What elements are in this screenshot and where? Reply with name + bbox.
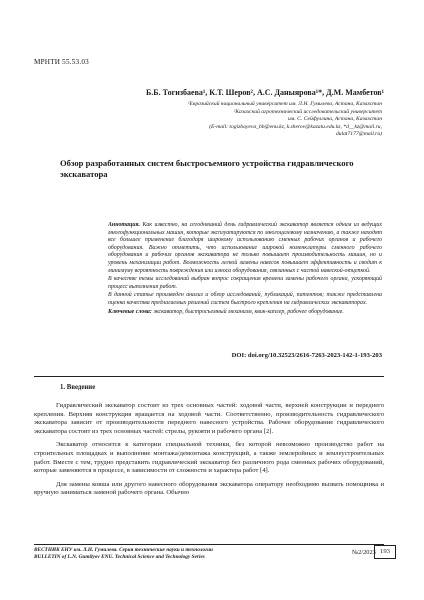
doi-link[interactable]: DOI: doi.org/10.32523/2616-7263-2023-142-1-193-203 (231, 352, 382, 359)
abstract-paragraph: В данной статье произведен анализ и обзор исследований, публикаций, патентов; также представлена оценка качества предлагаемых решений систем быстрого крепления на гидравлических экскаваторах. (108, 292, 382, 306)
affiliation-line: им. С. Сейфуллина, Астана, Казахстан (288, 116, 382, 123)
affiliations (96, 101, 382, 139)
section-heading: 1. Введение (60, 384, 96, 391)
affiliation-line: ¹Евразийский национальный университет им. Л.Н. Гумилева, Астана, Казахстан (187, 101, 382, 107)
affiliation-emails: (E-mail: togizbayeva_bb@enu.kz, k.sherov@kazatu.edu.kz, *d__kz@mail.ru, (209, 123, 382, 130)
divider (34, 376, 384, 377)
body-paragraph: Гидравлический экскаватор состоит из трех основных частей: ходовой части, верхней конструкции и переднего крепления. Верхняя конструкция вращается на ходовой части. Соответственно, производительность гидравлического экскаватора зависит от производительности переднего навесного устройства. Рабочее оборудование гидравлического экскаватора состоит из трех основных частей: стрелы, рукояти и рабочего органа [2]. (34, 402, 384, 435)
body-paragraph: Экскаватор относится к категории специальной техники, без которой невозможно производство работ на строительных площадках и выполнение монтажа/демонтажа конструкций, а также землеройных и землеустроительных работ. Вместе с тем, трудно представить гидравлический экскаватор без различного рода сменных рабочих оборудований, которые заменяются в процессе, в зависимости от сложности и характера работ [4]. (34, 441, 384, 475)
body-text (34, 402, 384, 503)
journal-name-ru: ВЕСТНИК ЕНУ им. Л.Н. Гумилева. Серия технические науки и технологии (34, 547, 213, 553)
author-list: Б.Б. Тогизбаева¹, К.Т. Шеров², А.С. Даныярова¹*, Д.М. Мамбетов¹ (146, 88, 384, 97)
footer-divider (34, 544, 384, 545)
issue-number: №2/2023 (352, 549, 376, 556)
journal-name-en: BULLETIN of L.N. Gumilyov ENU. Technical Science and Technology Series (34, 554, 205, 560)
journal-footer (34, 547, 334, 561)
body-paragraph: Для замены ковша или другого навесного оборудования экскаватора оператору необходимо вызвать помощника и вручную заниматься заменой рабочего органа. Обычно (34, 480, 384, 497)
keywords-label: Ключевые слова: (108, 308, 152, 315)
keywords (108, 309, 382, 317)
abstract-label: Аннотация. (108, 222, 141, 228)
mrnti-code: МРНТИ 55.53.03 (34, 58, 89, 66)
affiliation-emails: dulat7177@mail.ru) (335, 131, 382, 138)
abstract (108, 222, 382, 317)
abstract-paragraph: Аннотация. Как известно, на сегодняшний день гидравлический экскаватор является одним из ведущих многофункциональных машин, которые эксплуатируются по многоцелевому назначению, а также находят все большее применение благодаря широкому использованию сменных рабочих органов и рабочего оборудования. Важно отметить, что использование широкой номенклатуры сменного рабочего оборудования и рабочих органов экскаватора не только повышает производительность машин, но и уровень механизации работ. Возможность легкой замены навесок повышает эффективность и сводит к минимуму вероятность повреждения или износа оборудования, связанных с частой навеской-отцепкой. (108, 222, 382, 274)
keywords-text: экскаватор, быстросъемный механизм, квик-каплер, рабочее оборудование. (153, 308, 344, 315)
paper-title: Обзор разработанных систем быстросъемного устройства гидравлического экскаватора (60, 158, 354, 179)
page-number: 193 (374, 545, 396, 559)
abstract-paragraph: В качестве темы исследований выбран вопрос сокращения времени замены рабочего органа, ускоряющий процесс выполнения работ. (108, 276, 382, 290)
affiliation-line: ²Казахский агротехнический исследовательский университет (233, 108, 382, 115)
